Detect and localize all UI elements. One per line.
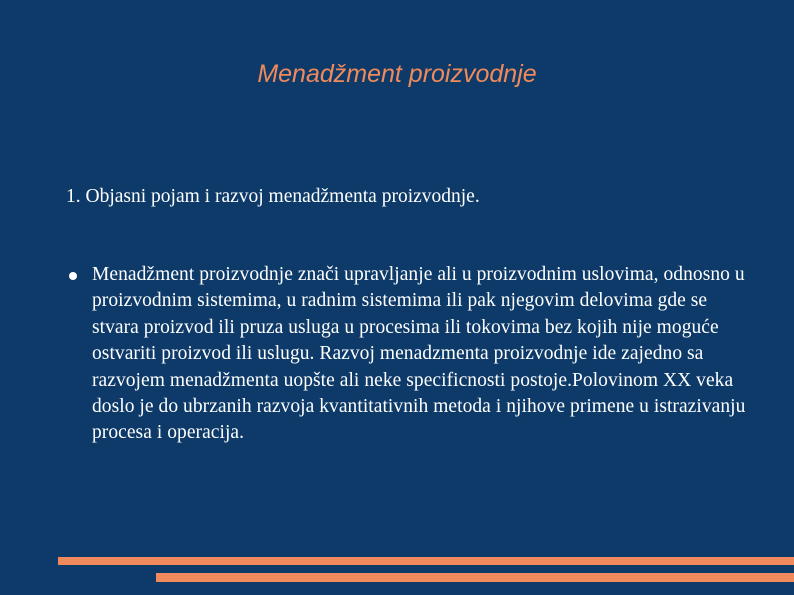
decorative-bar-bottom <box>156 573 794 582</box>
bullet-item <box>66 262 756 447</box>
decorative-bar-top <box>58 557 794 565</box>
bullet-dot-icon <box>69 272 77 280</box>
bullet-list <box>66 262 756 447</box>
slide-title: Menadžment proizvodnje <box>257 60 537 88</box>
question-text: 1. Objasni pojam i razvoj menadžmenta proizvodnje. <box>66 186 480 207</box>
bullet-text: Menadžment proizvodnje znači upravljanje ali u proizvodnim uslovima, odnosno u proizvodnim sistemima, u radnim sistemima ili pak njegovim delovima gde se stvara proizvod ili pruza usluga u procesima ili tokovima bez kojih nije moguće ostvariti proizvod ili uslugu. Razvoj menadzmenta proizvodnje ide zajedno sa razvojem menadžmenta uopšte ali neke specificnosti postoje.Polovinom XX veka doslo je do ubrzanih razvoja kvantitativnih metoda i njihove primene u istrazivanju procesa i operacija. <box>92 264 746 444</box>
